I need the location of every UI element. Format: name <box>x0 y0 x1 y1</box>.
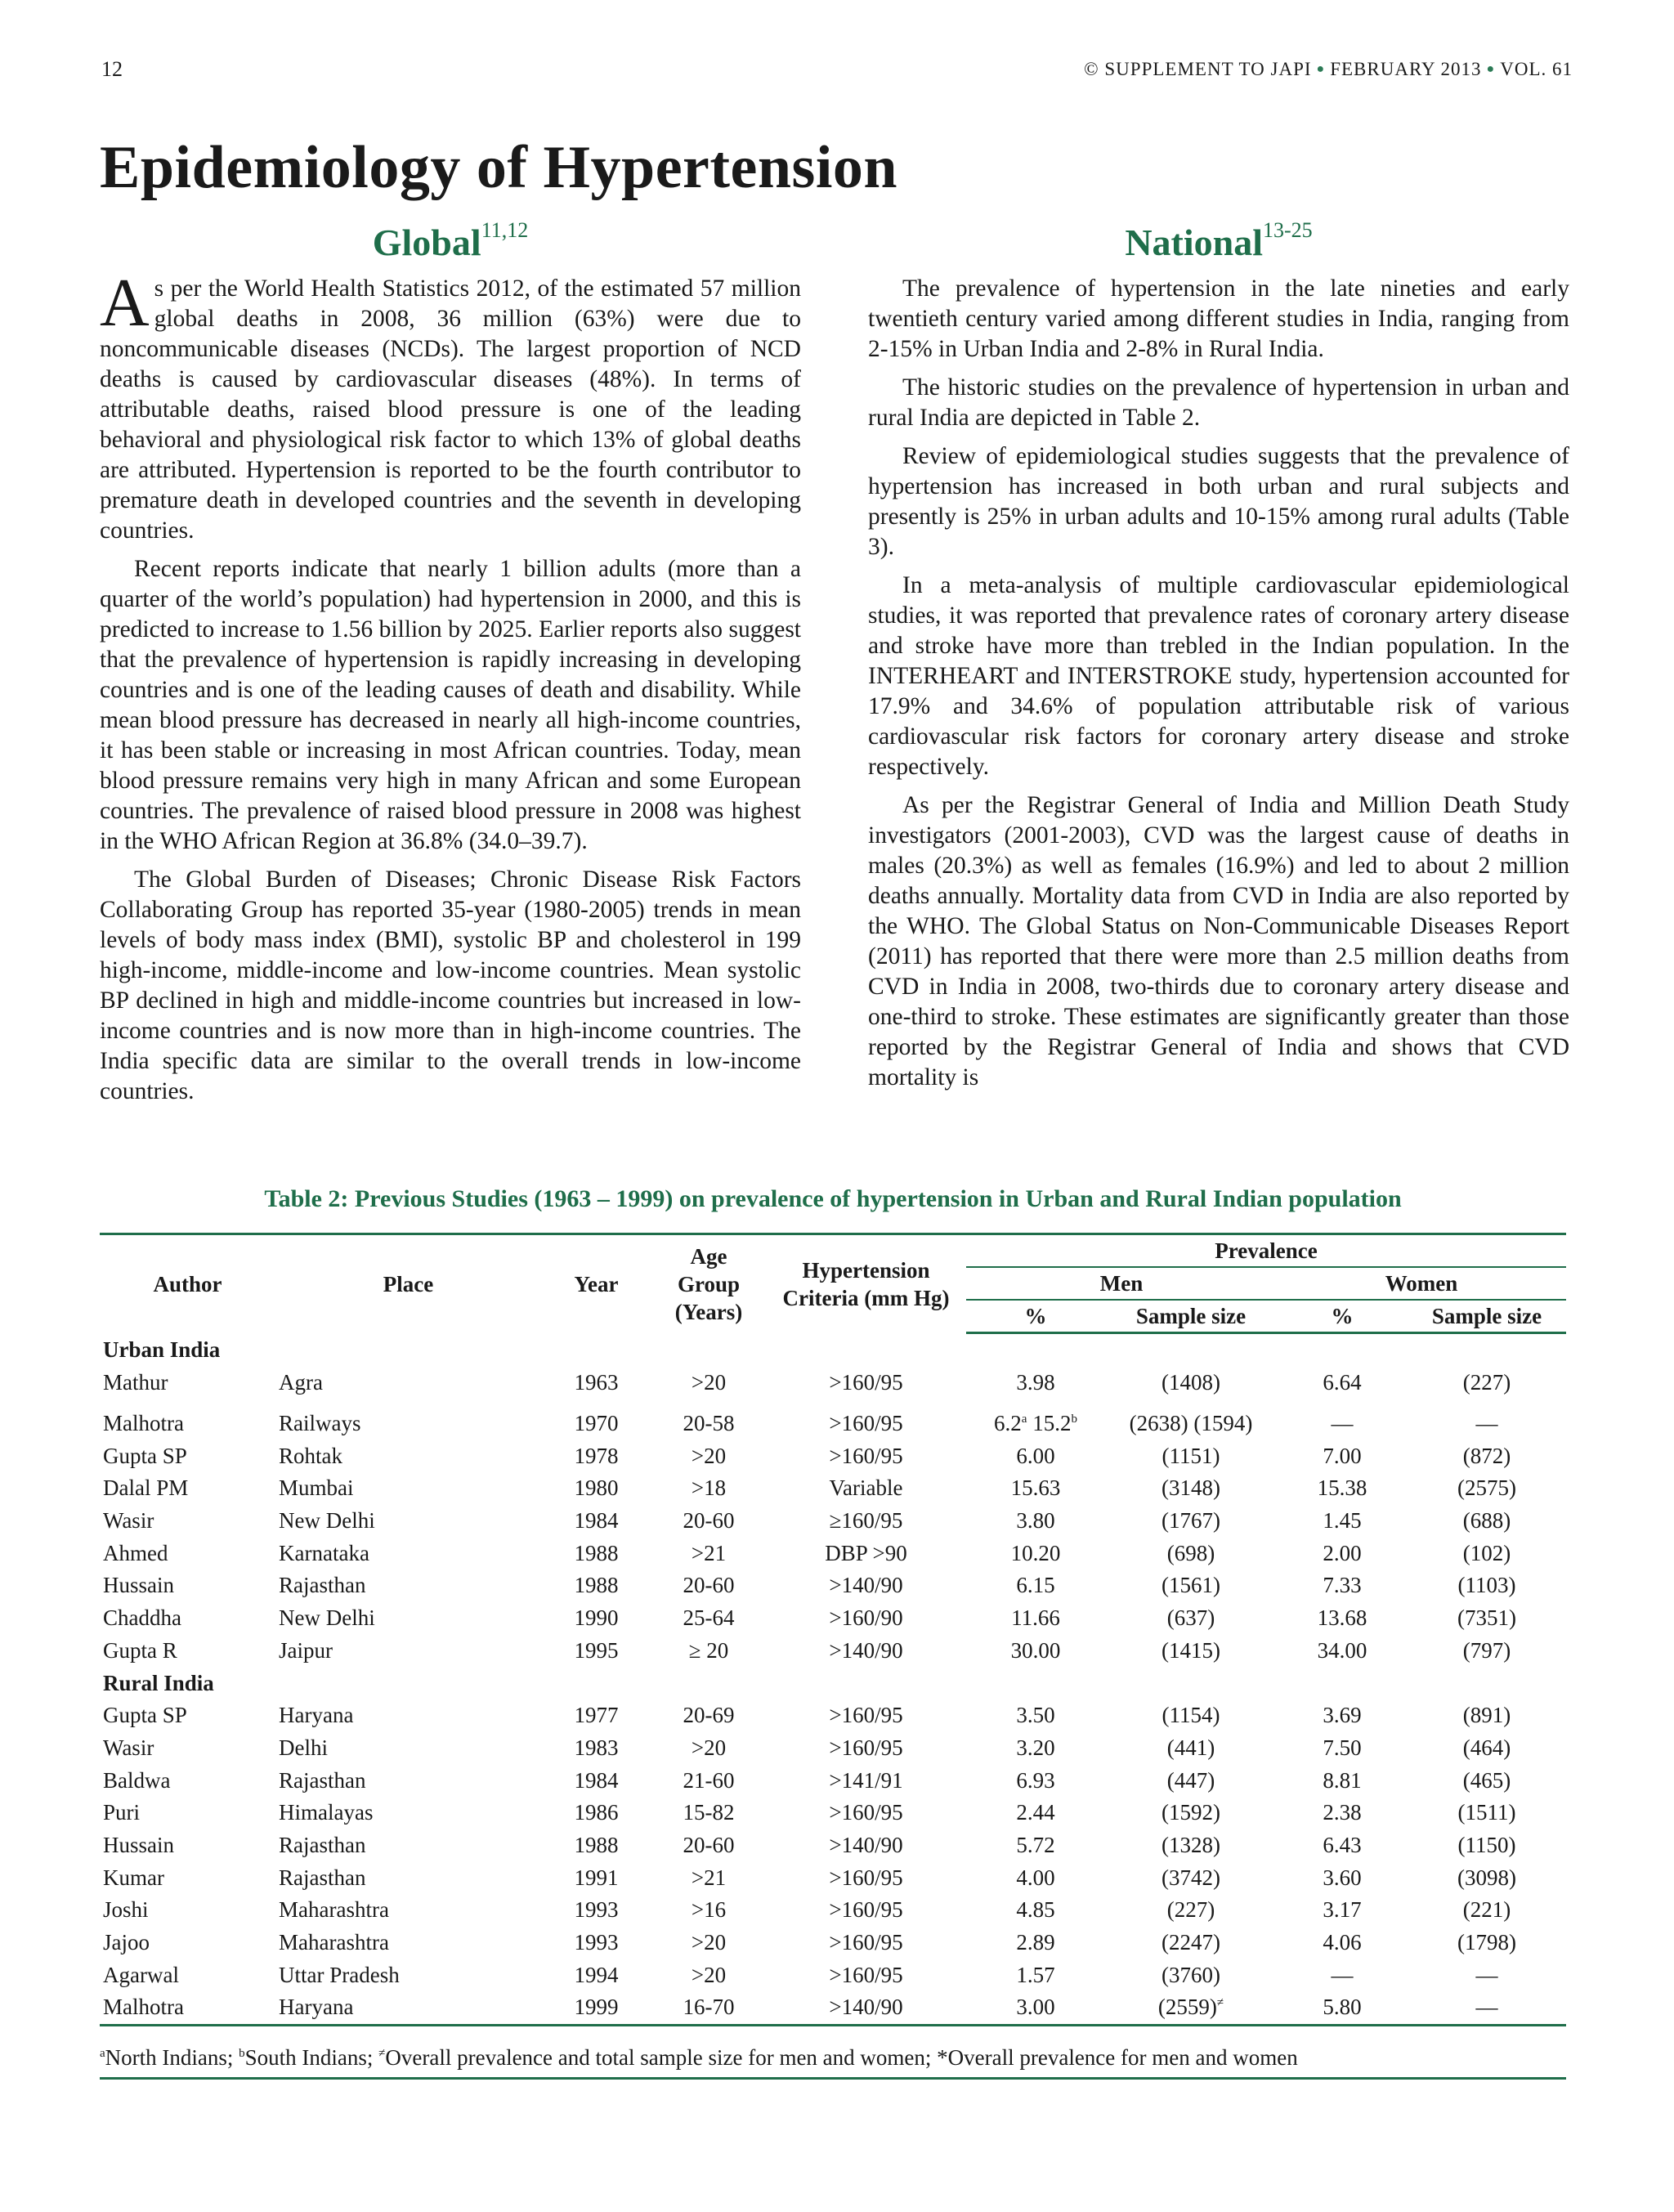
cell-author: Ahmed <box>103 1540 168 1565</box>
cell-place: Rajasthan <box>279 1865 366 1890</box>
cell-women-pct: 5.80 <box>1277 1991 1408 2025</box>
footnote-mark: a <box>100 2047 105 2060</box>
cell-author: Wasir <box>103 1735 154 1760</box>
col-header-men: Men <box>966 1267 1277 1300</box>
cell-year: 1984 <box>574 1767 619 1793</box>
cell-year: 1993 <box>574 1897 619 1923</box>
cell-women-sample: (227) <box>1462 1369 1511 1395</box>
cell-age-group: >20 <box>691 1443 727 1468</box>
cell-criteria: >141/91 <box>829 1767 903 1793</box>
issue-date: FEBRUARY 2013 <box>1330 59 1482 79</box>
cell-year: 1986 <box>574 1800 619 1825</box>
cell-criteria: >140/90 <box>829 1637 903 1663</box>
col-header-women-sample: Sample size <box>1408 1300 1566 1333</box>
cell-place: Uttar Pradesh <box>279 1962 400 1987</box>
cell-place: Rajasthan <box>279 1832 366 1857</box>
cell-year: 1990 <box>574 1605 619 1631</box>
cell-age-group: >16 <box>691 1897 727 1923</box>
cell-age-group: ≥ 20 <box>688 1637 729 1663</box>
cell-women-pct: 2.00 <box>1323 1540 1362 1565</box>
table-group-row <box>100 1667 1566 1699</box>
cell-men-pct: 1.57 <box>1016 1962 1055 1987</box>
cell-women-sample: (872) <box>1462 1443 1511 1468</box>
cell-criteria: >160/95 <box>829 1411 903 1436</box>
cell-author: Joshi <box>103 1897 149 1923</box>
table-row <box>100 1764 1566 1797</box>
cell-women-pct: 4.06 <box>1323 1930 1362 1955</box>
table-row <box>100 1959 1566 1991</box>
cell-women-pct: 3.60 <box>1323 1865 1362 1890</box>
cell-men-pct: 3.50 <box>1016 1703 1055 1728</box>
cell-men-pct: 4.00 <box>1016 1865 1055 1890</box>
cell-age-group: >21 <box>691 1865 727 1890</box>
table-row <box>100 1505 1566 1538</box>
cell-women-sample: (1103) <box>1457 1573 1516 1598</box>
article-title: Epidemiology of Hypertension <box>100 134 898 201</box>
global-heading-refs: 11,12 <box>481 218 529 242</box>
cell-place: Karnataka <box>279 1540 369 1565</box>
age-line-2: Group <box>677 1271 741 1296</box>
cell-men-pct <box>966 1408 1105 1440</box>
table-row <box>100 1797 1566 1829</box>
cell-place: New Delhi <box>279 1605 375 1631</box>
cell-place: Rohtak <box>279 1443 342 1468</box>
table-row <box>100 1440 1566 1472</box>
cell-men-sample: (447) <box>1166 1767 1215 1793</box>
cell-men-sample: (1767) <box>1162 1508 1220 1534</box>
cell-women-pct: 7.50 <box>1323 1735 1362 1760</box>
cell-women-sample: (891) <box>1462 1703 1511 1728</box>
cell-criteria: DBP >90 <box>825 1540 907 1565</box>
cell-criteria: >160/95 <box>829 1735 903 1760</box>
cell-year: 1977 <box>574 1703 619 1728</box>
cell-women-pct: 3.69 <box>1323 1703 1362 1728</box>
footnote-mark: ≠ <box>378 2047 386 2060</box>
cell-age-group: 15-82 <box>683 1800 735 1825</box>
cell-men-sample: (1561) <box>1162 1573 1220 1598</box>
criteria-line-2: Criteria (mm Hg) <box>782 1285 950 1310</box>
table-row <box>100 1829 1566 1862</box>
prevalence-table <box>100 1233 1566 2026</box>
cell-author: Malhotra <box>103 1411 184 1436</box>
table-row <box>100 1537 1566 1569</box>
cell-criteria: >160/95 <box>829 1369 903 1395</box>
cell-men-sample: (2638) (1594) <box>1129 1411 1253 1436</box>
footnote-mark: ≠ <box>1216 1996 1224 2010</box>
cell-place: Maharashtra <box>279 1930 389 1955</box>
cell-women-sample: (688) <box>1462 1508 1511 1534</box>
cell-men-pct: 3.80 <box>1016 1508 1055 1534</box>
cell-women-pct: — <box>1331 1411 1354 1436</box>
value: (2559) <box>1157 1995 1217 2020</box>
cell-men-pct: 11.66 <box>1011 1605 1060 1631</box>
separator-dot-icon: ● <box>1486 62 1496 76</box>
cell-men-pct: 4.85 <box>1016 1897 1055 1923</box>
cell-year: 1988 <box>574 1573 619 1598</box>
age-line-1: Age <box>690 1243 727 1269</box>
cell-age-group: 21-60 <box>683 1767 735 1793</box>
cell-year: 1978 <box>574 1443 619 1468</box>
cell-age-group: 20-58 <box>683 1411 735 1436</box>
age-line-3: (Years) <box>674 1299 743 1324</box>
cell-age-group: >18 <box>691 1475 727 1501</box>
footnote-text: Overall prevalence and total sample size for men and women; <box>385 2045 938 2070</box>
journal-name: © SUPPLEMENT TO JAPI <box>1084 59 1312 79</box>
cell-year: 1963 <box>574 1369 619 1395</box>
cell-place: Haryana <box>275 1991 541 2025</box>
national-paragraph-2: The historic studies on the prevalence of hypertension in urban and rural India are depicted in Table 2. <box>868 374 1569 432</box>
table-body <box>100 1333 1566 2026</box>
table-group-row <box>100 1333 1566 1367</box>
cell-women-pct: 2.38 <box>1323 1800 1362 1825</box>
table-row <box>100 1991 1566 2025</box>
col-header-prevalence: Prevalence <box>966 1234 1566 1268</box>
cell-women-pct: 34.00 <box>1317 1637 1367 1663</box>
cell-year: 1994 <box>574 1962 619 1987</box>
volume: VOL. 61 <box>1500 59 1573 79</box>
cell-men-sample: (1415) <box>1162 1637 1220 1663</box>
national-column <box>868 219 1569 1101</box>
drop-cap: A <box>100 265 150 342</box>
footnote-text: North Indians; <box>105 2045 239 2070</box>
cell-men-pct: 15.63 <box>1010 1475 1061 1501</box>
cell-men-sample: (1154) <box>1162 1703 1220 1728</box>
table-row <box>100 1861 1566 1894</box>
cell-age-group: 20-60 <box>683 1508 735 1534</box>
cell-men-sample: (441) <box>1166 1735 1215 1760</box>
cell-place: Delhi <box>279 1735 328 1760</box>
cell-women-pct: 7.33 <box>1323 1573 1362 1598</box>
footnote-text: South Indians; <box>244 2045 379 2070</box>
table-row <box>100 1635 1566 1668</box>
cell-place: New Delhi <box>279 1508 375 1534</box>
cell-women-pct: 15.38 <box>1317 1475 1367 1501</box>
cell-women-pct: 8.81 <box>1323 1767 1362 1793</box>
cell-women-sample: (1798) <box>1457 1930 1516 1955</box>
national-heading-refs: 13-25 <box>1263 218 1313 242</box>
cell-author: Hussain <box>103 1832 174 1857</box>
cell-women-sample: (465) <box>1462 1767 1511 1793</box>
cell-place: Himalayas <box>279 1800 374 1825</box>
cell-women-sample: (797) <box>1462 1637 1511 1663</box>
cell-women-pct: — <box>1331 1962 1354 1987</box>
national-heading-text: National <box>1125 222 1263 263</box>
cell-criteria: >160/95 <box>829 1962 903 1987</box>
cell-men-pct: 3.00 <box>966 1991 1105 2025</box>
running-head <box>1084 59 1573 80</box>
cell-women-sample: (221) <box>1462 1897 1511 1923</box>
cell-year: 1993 <box>574 1930 619 1955</box>
cell-criteria: >140/90 <box>829 1832 903 1857</box>
cell-author: Gupta R <box>103 1637 177 1663</box>
cell-criteria: Variable <box>829 1475 903 1501</box>
cell-men-pct: 2.89 <box>1016 1930 1055 1955</box>
cell-men-sample: (1328) <box>1162 1832 1220 1857</box>
cell-women-pct: 3.17 <box>1323 1897 1362 1923</box>
cell-year: 1970 <box>574 1411 619 1436</box>
cell-men-sample <box>1105 1991 1277 2025</box>
table-row <box>100 1732 1566 1765</box>
cell-women-sample: (464) <box>1462 1735 1511 1760</box>
table-row <box>100 1699 1566 1732</box>
cell-women-pct: 6.64 <box>1323 1369 1362 1395</box>
cell-author: Jajoo <box>103 1930 150 1955</box>
col-header-women: Women <box>1277 1267 1566 1300</box>
cell-criteria: >160/90 <box>829 1605 903 1631</box>
table-row <box>100 1894 1566 1927</box>
cell-men-pct: 30.00 <box>1010 1637 1061 1663</box>
table-row <box>100 1472 1566 1505</box>
col-header-men-pct: % <box>966 1300 1105 1333</box>
national-paragraph-5: As per the Registrar General of India and Million Death Study investigators (2001-2003), CVD was the largest cause of deaths in males (20.3%) as well as females (16.9%) and led to about 2 million deaths annually. Mortality data from CVD in India are also reported by the WHO. The Global Status on Non-Communicable Diseases Report (2011) has reported that there were more than 2.5 million deaths from CVD in India in 2008, two-thirds due to coronary artery disease and one-third to stroke. These estimates are significantly greater than those reported by the Registrar General of India and shows that CVD mortality is <box>868 792 1569 1091</box>
cell-year: 1983 <box>574 1735 619 1760</box>
global-paragraph-1-text: s per the World Health Statistics 2012, of the estimated 57 million global deaths in 2008, 36 million (63%) were due to noncommunicable diseases (NCDs). The largest proportion of NCD deaths is caused by cardiovascular diseases (48%). In terms of attributable deaths, raised blood pressure is one of the leading behavioral and physiological risk factor to which 13% of global deaths are attributed. Hypertension is reported to be the fourth contributor to premature death in developed countries and the seventh in developing countries. <box>100 275 801 544</box>
cell-age-group: >20 <box>691 1735 727 1760</box>
table-row <box>100 1408 1566 1440</box>
cell-women-sample: (1150) <box>1457 1832 1516 1857</box>
cell-men-sample: (1151) <box>1162 1443 1220 1468</box>
cell-author: Wasir <box>103 1508 154 1534</box>
cell-men-pct: 6.15 <box>1016 1573 1055 1598</box>
cell-author: Agarwal <box>103 1962 179 1987</box>
cell-criteria: >160/95 <box>829 1930 903 1955</box>
footnote-text: *Overall prevalence for men and women <box>937 2045 1298 2070</box>
col-header-men-sample: Sample size <box>1105 1300 1277 1333</box>
cell-year: 1984 <box>574 1508 619 1534</box>
cell-criteria: >160/95 <box>829 1800 903 1825</box>
cell-year: 1988 <box>574 1540 619 1565</box>
cell-men-pct: 3.98 <box>1016 1369 1055 1395</box>
cell-women-sample: — <box>1475 1411 1498 1436</box>
col-header-criteria <box>766 1234 966 1333</box>
cell-men-pct: 2.44 <box>1016 1800 1055 1825</box>
global-paragraph-2: Recent reports indicate that nearly 1 billion adults (more than a quarter of the world’s population) had hypertension in 2000, and this is predicted to increase to 1.56 billion by 2025. Earlier reports also suggest that the prevalence of hypertension is rapidly increasing in developing countries and is one of the leading causes of death and disability. While mean blood pressure has decreased in nearly all high-income countries, it has been stable or increasing in most African countries. Today, mean blood pressure remains very high in many African and some European countries. The prevalence of raised blood pressure in 2008 was highest in the WHO African Region at 36.8% (34.0–39.7). <box>100 556 801 855</box>
footnote-mark: a <box>1021 1413 1027 1426</box>
global-heading-text: Global <box>372 222 481 263</box>
cell-women-pct: 7.00 <box>1323 1443 1362 1468</box>
cell-author: Gupta SP <box>103 1703 187 1728</box>
national-paragraph-3: Review of epidemiological studies suggests that the prevalence of hypertension has increased in both urban and rural subjects and presently is 25% in urban adults and 10-15% among rural adults (Table 3). <box>868 443 1569 561</box>
cell-author: Puri <box>103 1800 141 1825</box>
table-caption: Table 2: Previous Studies (1963 – 1999) on prevalence of hypertension in Urban and Rural Indian population <box>264 1185 1402 1212</box>
cell-place: Maharashtra <box>279 1897 389 1923</box>
cell-age-group: 25-64 <box>683 1605 735 1631</box>
cell-year: 1999 <box>541 1991 651 2025</box>
cell-place: Rajasthan <box>279 1767 366 1793</box>
cell-age-group: 20-69 <box>683 1703 735 1728</box>
cell-place: Haryana <box>279 1703 354 1728</box>
cell-author: Baldwa <box>103 1767 171 1793</box>
cell-author: Mathur <box>103 1369 168 1395</box>
cell-women-sample: (7351) <box>1457 1605 1516 1631</box>
cell-author: Kumar <box>103 1865 164 1890</box>
table-row <box>100 1927 1566 1959</box>
cell-men-sample: (227) <box>1166 1897 1215 1923</box>
cell-author: Malhotra <box>100 1991 275 2025</box>
cell-place: Agra <box>279 1369 323 1395</box>
separator-dot-icon: ● <box>1316 62 1326 76</box>
col-header-year: Year <box>541 1234 651 1333</box>
value: 15.2 <box>1032 1411 1072 1436</box>
global-column <box>100 219 801 1115</box>
cell-criteria: >160/95 <box>829 1897 903 1923</box>
table-row <box>100 1367 1566 1408</box>
table-footnote <box>100 2045 1566 2080</box>
cell-men-sample: (2247) <box>1162 1930 1220 1955</box>
cell-women-sample: — <box>1408 1991 1566 2025</box>
national-heading <box>868 219 1569 262</box>
global-heading <box>100 219 801 262</box>
footnote-mark: b <box>1071 1413 1077 1426</box>
value: 6.2 <box>994 1411 1022 1436</box>
cell-men-sample: (1592) <box>1162 1800 1220 1825</box>
cell-author: Chaddha <box>103 1605 181 1631</box>
cell-criteria: >140/90 <box>766 1991 966 2025</box>
cell-age-group: 20-60 <box>683 1573 735 1598</box>
cell-men-pct: 5.72 <box>1016 1832 1055 1857</box>
cell-men-sample: (1408) <box>1162 1369 1220 1395</box>
cell-women-pct: 1.45 <box>1323 1508 1362 1534</box>
group-label: Rural India <box>103 1670 214 1695</box>
table-row <box>100 1602 1566 1635</box>
cell-year: 1988 <box>574 1832 619 1857</box>
cell-age-group: >20 <box>691 1369 727 1395</box>
global-paragraph-3: The Global Burden of Diseases; Chronic Disease Risk Factors Collaborating Group has reported 35-year (1980-2005) trends in mean levels of body mass index (BMI), systolic BP and cholesterol in 199 high-income, middle-income and low-income countries. Mean systolic BP declined in high and middle-income countries but increased in low-income countries and is now more than in high-income countries. The India specific data are similar to the overall trends in low-income countries. <box>100 866 801 1105</box>
table-row <box>100 1569 1566 1602</box>
cell-men-sample: (3148) <box>1162 1475 1220 1501</box>
cell-women-pct: 13.68 <box>1317 1605 1367 1631</box>
national-paragraph-4: In a meta-analysis of multiple cardiovascular epidemiological studies, it was reported that prevalence rates of coronary artery disease and stroke have more than trebled in the Indian population. In the INTERHEART and INTERSTROKE study, hypertension accounted for 17.9% and 34.6% of population attributable risk of various cardiovascular risk factors for coronary artery disease and stroke respectively. <box>868 572 1569 781</box>
cell-men-sample: (3760) <box>1162 1962 1220 1987</box>
cell-year: 1995 <box>574 1637 619 1663</box>
col-header-place: Place <box>275 1234 541 1333</box>
cell-place: Railways <box>279 1411 361 1436</box>
cell-women-sample: (2575) <box>1457 1475 1516 1501</box>
cell-men-pct: 10.20 <box>1010 1540 1061 1565</box>
cell-criteria: >160/95 <box>829 1703 903 1728</box>
col-header-age-group <box>651 1234 766 1333</box>
cell-place: Jaipur <box>279 1637 333 1663</box>
cell-age-group: 16-70 <box>651 1991 766 2025</box>
cell-men-sample: (698) <box>1166 1540 1215 1565</box>
cell-place: Mumbai <box>279 1475 354 1501</box>
cell-year: 1980 <box>574 1475 619 1501</box>
page-number: 12 <box>101 57 123 81</box>
cell-criteria: >140/90 <box>829 1573 903 1598</box>
cell-women-sample: (1511) <box>1457 1800 1516 1825</box>
national-paragraph-1: The prevalence of hypertension in the late nineties and early twentieth century varied among different studies in India, ranging from 2-15% in Urban India and 2-8% in Rural India. <box>868 275 1569 363</box>
cell-age-group: 20-60 <box>683 1832 735 1857</box>
cell-author: Hussain <box>103 1573 174 1598</box>
cell-criteria: >160/95 <box>829 1865 903 1890</box>
cell-author: Gupta SP <box>103 1443 187 1468</box>
cell-author: Dalal PM <box>103 1475 189 1501</box>
cell-place: Rajasthan <box>279 1573 366 1598</box>
cell-year: 1991 <box>574 1865 619 1890</box>
cell-age-group: >20 <box>691 1930 727 1955</box>
cell-men-sample: (3742) <box>1162 1865 1220 1890</box>
cell-men-pct: 6.93 <box>1016 1767 1055 1793</box>
criteria-line-1: Hypertension <box>802 1257 930 1283</box>
global-paragraph-1 <box>100 265 801 546</box>
cell-criteria: ≥160/95 <box>829 1508 903 1534</box>
cell-men-pct: 6.00 <box>1016 1443 1055 1468</box>
cell-women-sample: — <box>1475 1962 1498 1987</box>
cell-age-group: >20 <box>691 1962 727 1987</box>
cell-women-pct: 6.43 <box>1323 1832 1362 1857</box>
cell-criteria: >160/95 <box>829 1443 903 1468</box>
col-header-author: Author <box>100 1234 275 1333</box>
footnote-mark: b <box>239 2047 245 2060</box>
cell-age-group: >21 <box>691 1540 727 1565</box>
cell-men-pct: 3.20 <box>1016 1735 1055 1760</box>
cell-men-sample: (637) <box>1166 1605 1215 1631</box>
group-label: Urban India <box>103 1337 221 1363</box>
cell-women-sample: (3098) <box>1457 1865 1516 1890</box>
cell-women-sample: (102) <box>1462 1540 1511 1565</box>
col-header-women-pct: % <box>1277 1300 1408 1333</box>
